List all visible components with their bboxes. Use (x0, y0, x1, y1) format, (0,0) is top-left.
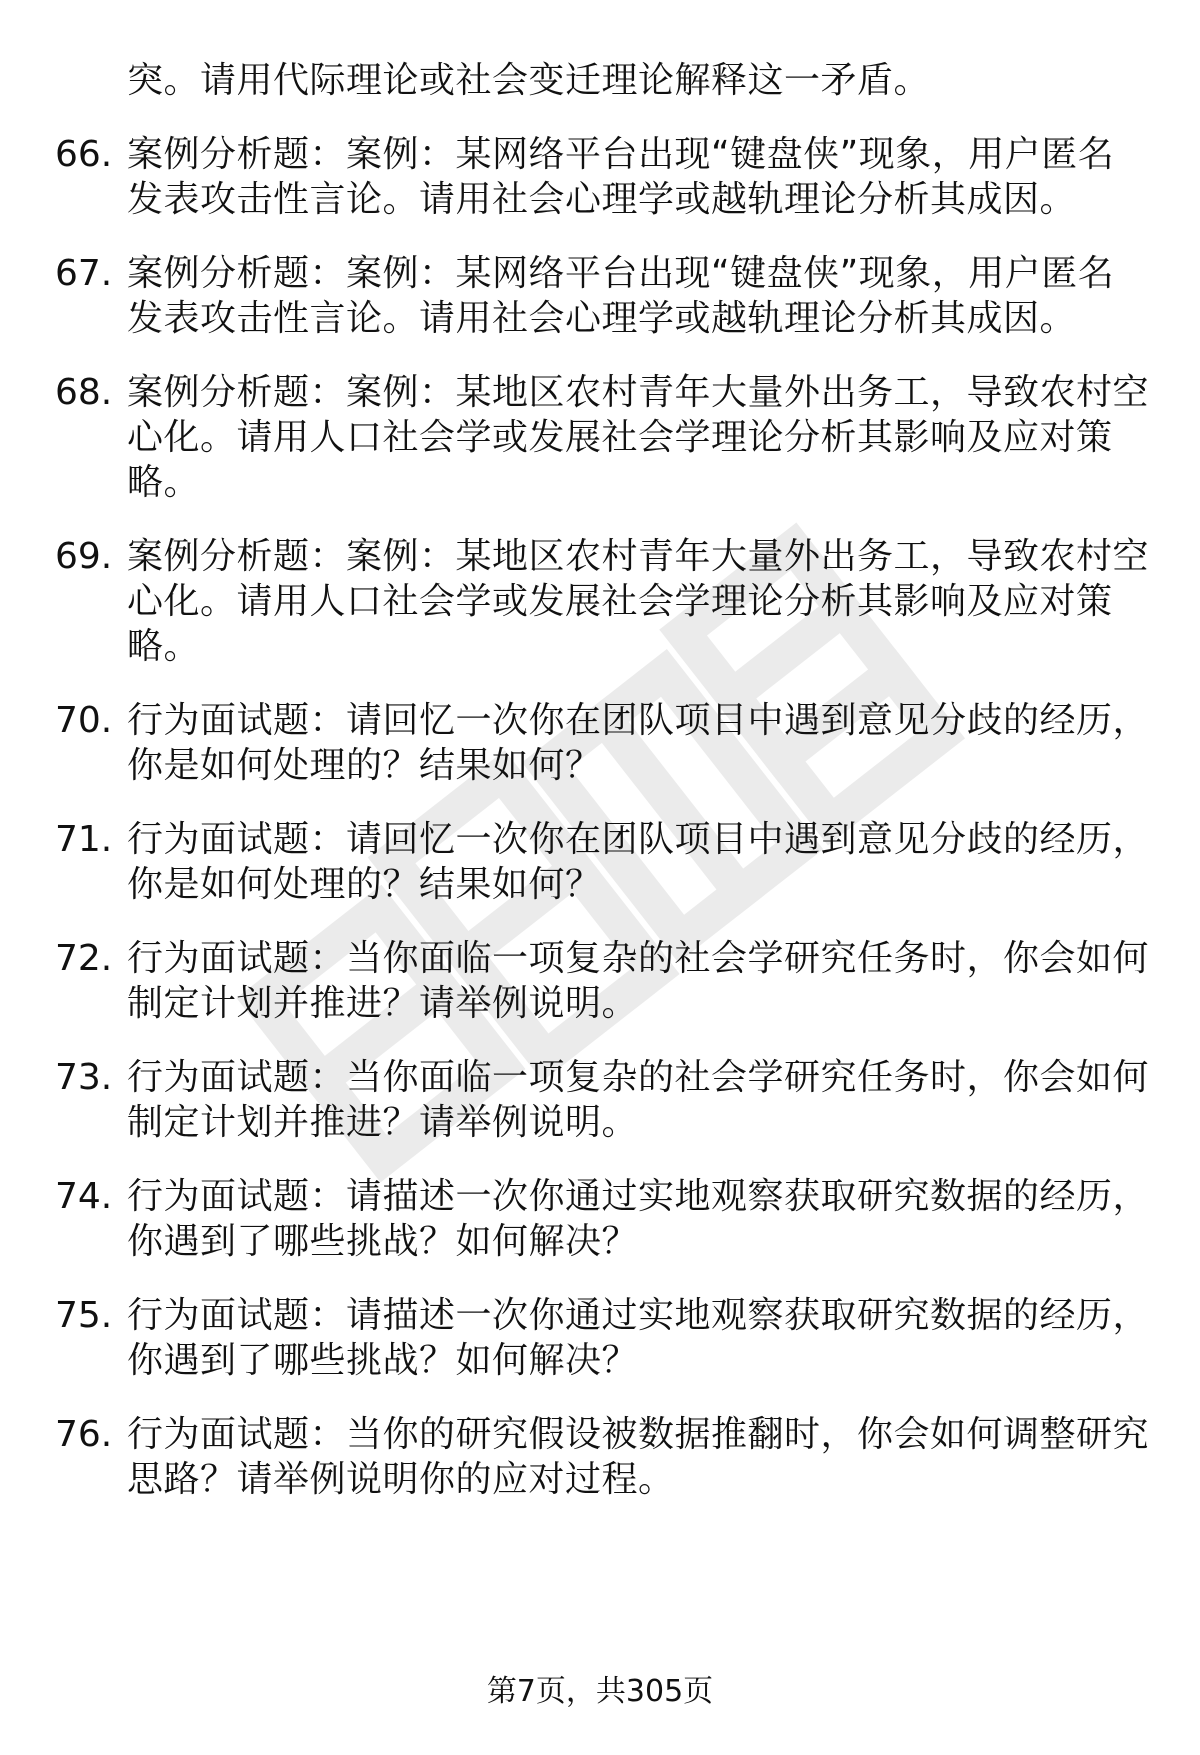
item-line: 心化。请用人口社会学或发展社会学理论分析其影响及应对策 (127, 581, 1113, 622)
item-number: 70. (55, 700, 113, 741)
item-line: 你遇到了哪些挑战？如何解决？ (127, 1340, 639, 1381)
item-line: 案例分析题：案例：某网络平台出现“键盘侠”现象，用户匿名 (127, 134, 1115, 175)
item-line: 行为面试题：请描述一次你通过实地观察获取研究数据的经历， (127, 1176, 1150, 1217)
item-line: 制定计划并推进？请举例说明。 (127, 1102, 639, 1143)
item-line: 制定计划并推进？请举例说明。 (127, 983, 639, 1024)
list-item (55, 251, 1145, 341)
list-item (55, 1412, 1150, 1502)
item-number: 75. (55, 1295, 113, 1336)
page-footer: 第7页，共305页 (486, 1674, 714, 1709)
item-line: 案例分析题：案例：某地区农村青年大量外出务工，导致农村空 (127, 372, 1150, 413)
item-line: 发表攻击性言论。请用社会心理学或越轨理论分析其成因。 (127, 298, 1077, 339)
item-number: 71. (55, 819, 113, 860)
item-line: 心化。请用人口社会学或发展社会学理论分析其影响及应对策 (127, 417, 1113, 458)
item-line: 行为面试题：当你面临一项复杂的社会学研究任务时，你会如何 (127, 938, 1150, 979)
item-line: 你是如何处理的？结果如何？ (127, 745, 602, 786)
list-item (55, 1055, 1150, 1145)
item-line: 行为面试题：请回忆一次你在团队项目中遇到意见分歧的经历， (127, 819, 1150, 860)
item-text (127, 1055, 1150, 1145)
item-text (127, 698, 1150, 788)
list-item (55, 370, 1150, 505)
item-line: 你是如何处理的？结果如何？ (127, 864, 602, 905)
list-item (55, 132, 1145, 222)
continuation-line: 突。请用代际理论或社会变迁理论解释这一矛盾。 (127, 60, 931, 101)
item-text (127, 132, 1145, 222)
question-list (55, 58, 1150, 1502)
item-line: 思路？请举例说明你的应对过程。 (127, 1459, 675, 1500)
item-number: 69. (55, 536, 113, 577)
item-text (127, 1174, 1150, 1264)
item-line: 行为面试题：当你面临一项复杂的社会学研究任务时，你会如何 (127, 1057, 1150, 1098)
item-text (127, 534, 1150, 669)
item-text (127, 936, 1150, 1026)
list-item (55, 534, 1150, 669)
item-line: 发表攻击性言论。请用社会心理学或越轨理论分析其成因。 (127, 179, 1077, 220)
item-line: 行为面试题：当你的研究假设被数据推翻时，你会如何调整研究 (127, 1414, 1150, 1455)
item-line: 略。 (127, 462, 201, 503)
item-line: 你遇到了哪些挑战？如何解决？ (127, 1221, 639, 1262)
item-text (127, 1412, 1150, 1502)
item-number: 74. (55, 1176, 113, 1217)
item-line: 案例分析题：案例：某网络平台出现“键盘侠”现象，用户匿名 (127, 253, 1115, 294)
item-number: 72. (55, 938, 113, 979)
item-number: 68. (55, 372, 113, 413)
item-number: 67. (55, 253, 113, 294)
item-line: 行为面试题：请描述一次你通过实地观察获取研究数据的经历， (127, 1295, 1150, 1336)
item-number: 73. (55, 1057, 113, 1098)
list-item (55, 1174, 1150, 1264)
item-text (127, 251, 1145, 341)
item-line: 略。 (127, 626, 201, 667)
item-text (127, 817, 1150, 907)
list-item (55, 817, 1150, 907)
item-text (127, 1293, 1150, 1383)
item-line: 案例分析题：案例：某地区农村青年大量外出务工，导致农村空 (127, 536, 1150, 577)
list-item (55, 698, 1150, 788)
list-item (55, 936, 1150, 1026)
item-number: 76. (55, 1414, 113, 1455)
list-item (55, 1293, 1150, 1383)
item-text (127, 370, 1150, 505)
item-number: 66. (55, 134, 113, 175)
item-line: 行为面试题：请回忆一次你在团队项目中遇到意见分歧的经历， (127, 700, 1150, 741)
